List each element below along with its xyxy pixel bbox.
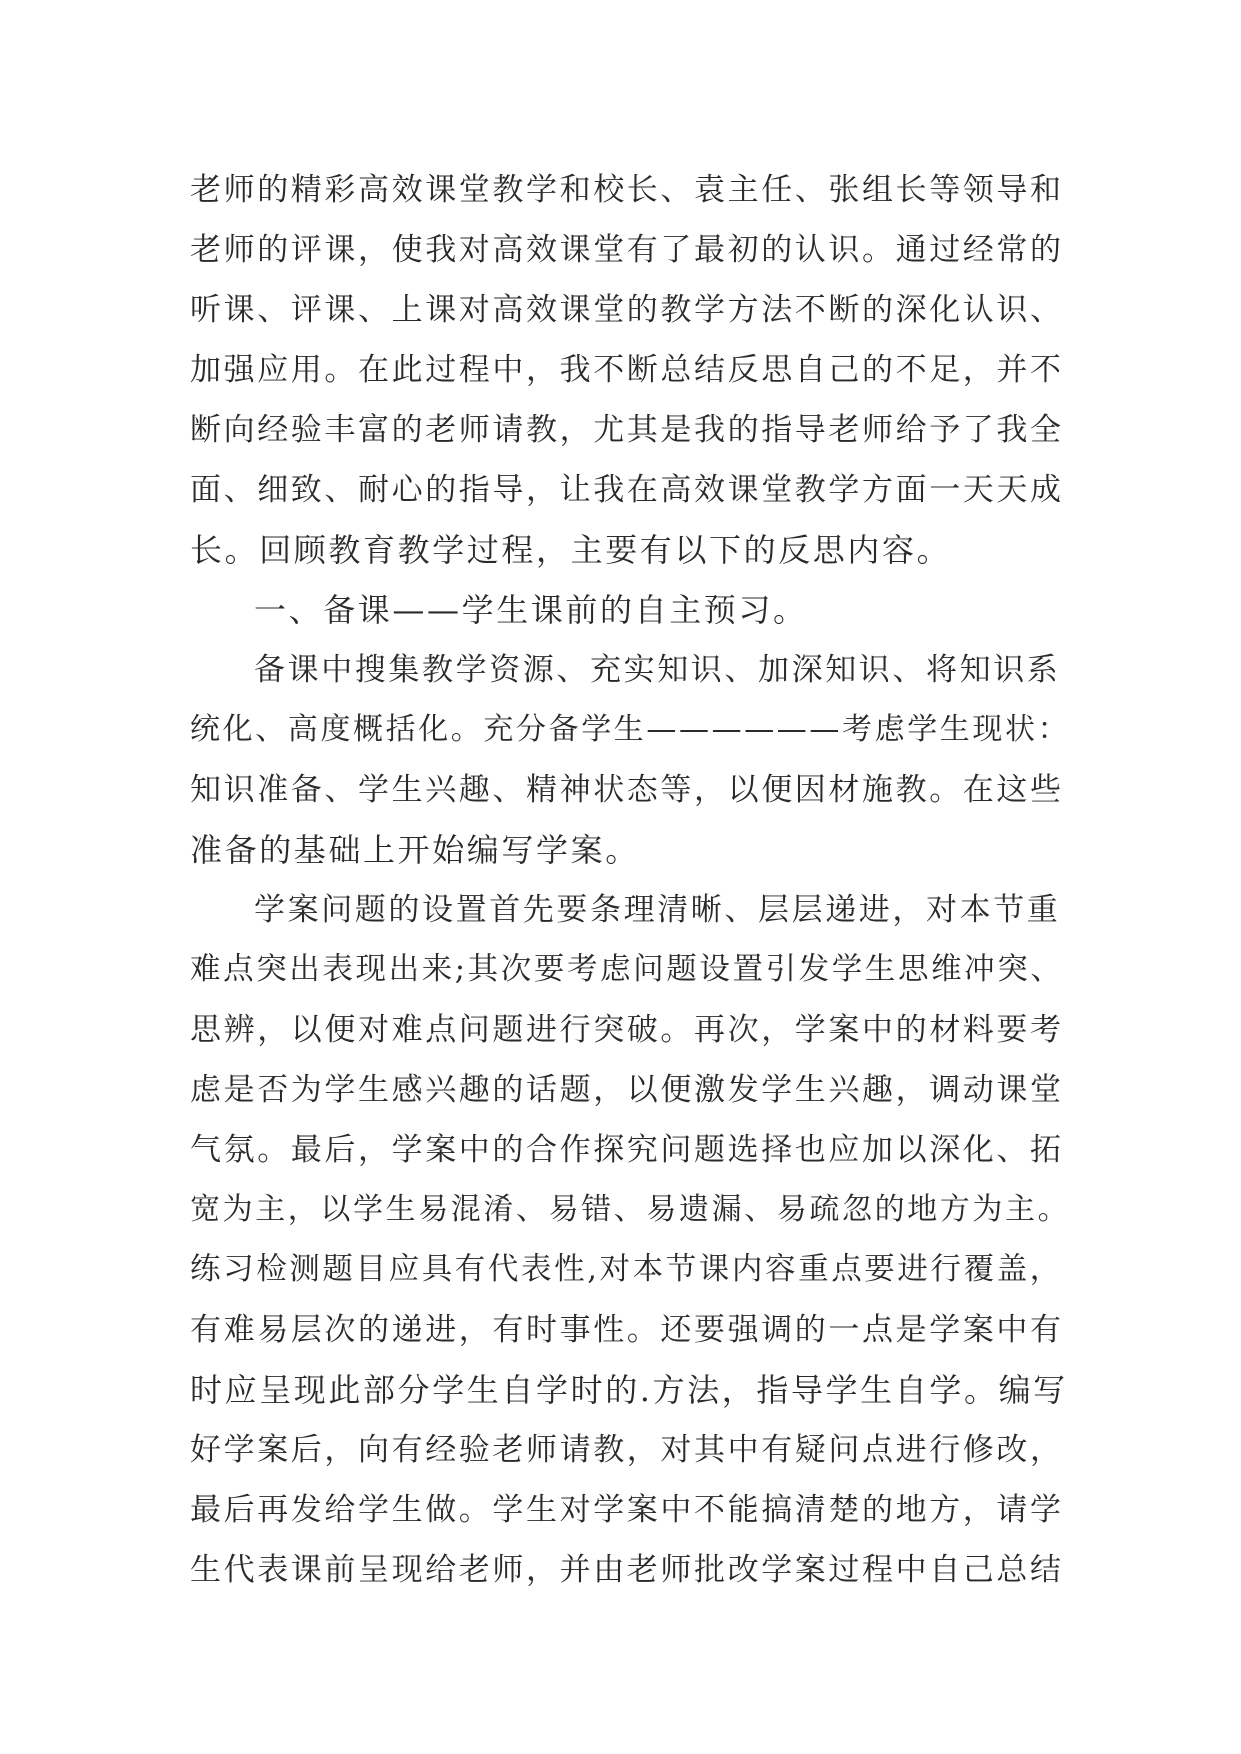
text-line: 知识准备、学生兴趣、精神状态等，以便因材施教。在这些	[190, 772, 1064, 808]
text-line: 加强应用。在此过程中，我不断总结反思自己的不足，并不	[190, 352, 1064, 388]
text-line: 听课、评课、上课对高效课堂的教学方法不断的深化认识、	[190, 292, 1064, 328]
text-line: 最后再发给学生做。学生对学案中不能搞清楚的地方，请学	[190, 1492, 1064, 1528]
section-heading: 一、备课——学生课前的自主预习。	[254, 591, 808, 629]
body-text	[190, 160, 1070, 1600]
text-line: 时应呈现此部分学生自学时的.方法，指导学生自学。编写	[190, 1371, 1068, 1409]
text-line: 难点突出表现出来;其次要考虑问题设置引发学生思维冲突、	[190, 952, 1064, 987]
text-line: 准备的基础上开始编写学案。	[190, 831, 640, 869]
text-line: 面、细致、耐心的指导，让我在高效课堂教学方面一天天成	[190, 472, 1064, 508]
text-line: 生代表课前呈现给老师，并由老师批改学案过程中自己总结	[190, 1552, 1064, 1588]
text-line: 学案问题的设置首先要条理清晰、层层递进，对本节重	[254, 892, 1061, 928]
text-line: 练习检测题目应具有代表性,对本节课内容重点要进行覆盖，	[190, 1252, 1063, 1287]
text-line: 长。回顾教育教学过程，主要有以下的反思内容。	[190, 531, 952, 569]
text-line: 断向经验丰富的老师请教，尤其是我的指导老师给予了我全	[190, 412, 1064, 448]
text-line: 好学案后，向有经验老师请教，对其中有疑问点进行修改，	[190, 1432, 1064, 1468]
text-line: 统化、高度概括化。充分备学生——————考虑学生现状：	[190, 712, 1071, 747]
text-line: 老师的精彩高效课堂教学和校长、袁主任、张组长等领导和	[190, 172, 1064, 208]
text-line: 有难易层次的递进，有时事性。还要强调的一点是学案中有	[190, 1312, 1064, 1348]
text-line: 虑是否为学生感兴趣的话题，以便激发学生兴趣，调动课堂	[190, 1072, 1064, 1108]
text-line: 思辨，以便对难点问题进行突破。再次，学案中的材料要考	[190, 1012, 1064, 1048]
text-line: 备课中搜集教学资源、充实知识、加深知识、将知识系	[254, 652, 1061, 688]
text-line: 宽为主，以学生易混淆、易错、易遗漏、易疏忽的地方为主。	[190, 1192, 1071, 1227]
text-line: 老师的评课，使我对高效课堂有了最初的认识。通过经常的	[190, 232, 1064, 268]
text-line: 气氛。最后，学案中的合作探究问题选择也应加以深化、拓	[190, 1132, 1064, 1168]
